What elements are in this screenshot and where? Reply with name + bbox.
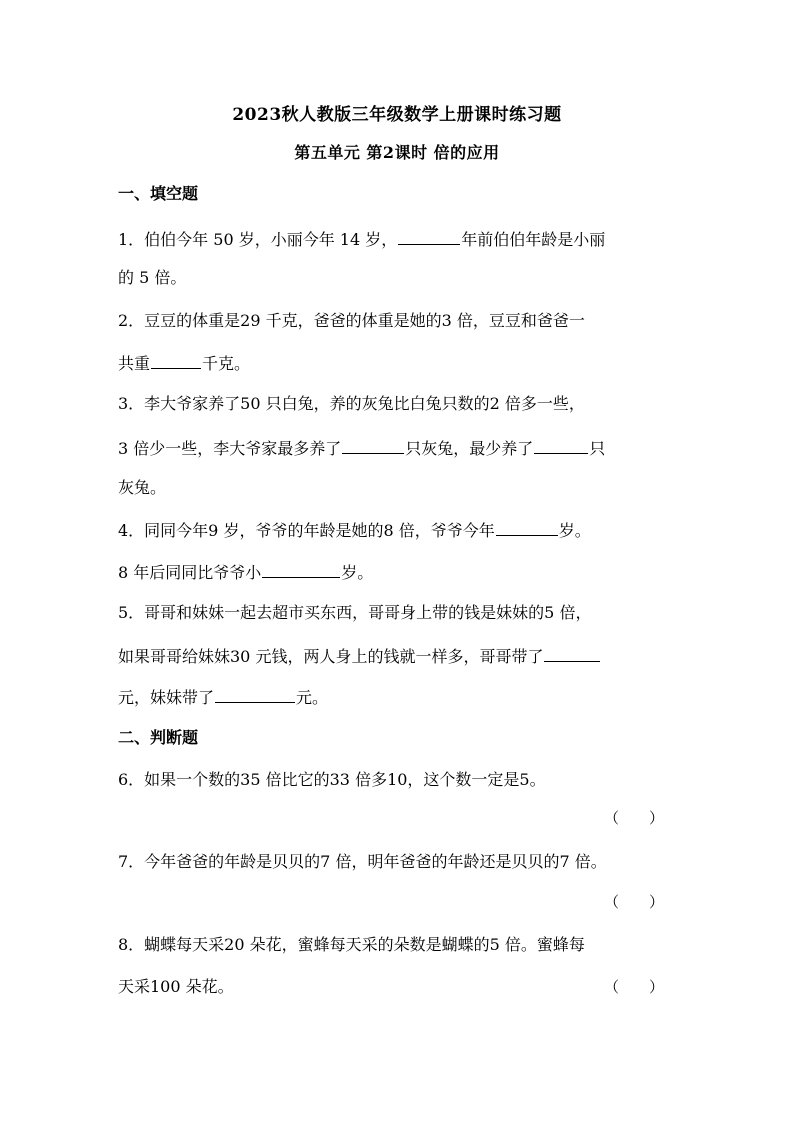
question-1-line-1 bbox=[118, 228, 605, 250]
question-1-line-2: 的 5 倍。 bbox=[118, 268, 187, 287]
question-5-text-b: 元，妹妹带了 bbox=[118, 688, 215, 707]
question-2-line-1: 2．豆豆的体重是29 千克，爸爸的体重是她的3 倍，豆豆和爸爸一 bbox=[118, 311, 585, 330]
answer-blank-4b[interactable] bbox=[262, 561, 340, 578]
answer-blank-5b[interactable] bbox=[215, 686, 295, 703]
question-1-text-a: 1．伯伯今年 50 岁，小丽今年 14 岁， bbox=[118, 230, 398, 249]
answer-blank-2[interactable] bbox=[151, 352, 201, 369]
question-5-text-c: 元。 bbox=[296, 688, 329, 707]
question-5-line-1: 5．哥哥和妹妹一起去超市买东西，哥哥身上带的钱是妹妹的5 倍， bbox=[118, 603, 592, 622]
answer-blank-3b[interactable] bbox=[534, 437, 588, 454]
question-4-line-1 bbox=[118, 519, 591, 541]
question-7-line-1: 7．今年爸爸的年龄是贝贝的7 倍，明年爸爸的年龄还是贝贝的7 倍。 bbox=[118, 852, 607, 871]
question-8-line-1: 8．蝴蝶每天采20 朵花，蜜蜂每天采的朵数是蝴蝶的5 倍。蜜蜂每 bbox=[118, 935, 585, 954]
answer-blank-5a[interactable] bbox=[544, 645, 600, 662]
page-subtitle: 第五单元 第2课时 倍的应用 bbox=[294, 143, 500, 162]
question-3-line-1: 3．李大爷家养了50 只白兔，养的灰兔比白兔只数的2 倍多一些， bbox=[118, 394, 585, 413]
question-5-line-3 bbox=[118, 686, 328, 708]
question-2-line-2 bbox=[118, 352, 250, 374]
section-heading-judge: 二、判断题 bbox=[118, 728, 199, 747]
question-3-line-2 bbox=[118, 437, 605, 459]
question-6-line-1: 6．如果一个数的35 倍比它的33 倍多10，这个数一定是5。 bbox=[118, 770, 546, 789]
answer-blank-3a[interactable] bbox=[342, 437, 404, 454]
question-4-line-2 bbox=[118, 561, 373, 583]
question-2-text-b: 千克。 bbox=[202, 354, 251, 373]
answer-parentheses-6[interactable]: （ ） bbox=[604, 809, 665, 827]
section-heading-fill: 一、填空题 bbox=[118, 184, 199, 203]
answer-blank-1[interactable] bbox=[398, 228, 460, 245]
question-4-text-a: 4．同同今年9 岁，爷爷的年龄是她的8 倍，爷爷今年 bbox=[118, 521, 495, 540]
question-1-text-b: 年前伯伯年龄是小丽 bbox=[461, 230, 606, 249]
question-8-line-2: 天采100 朵花。 bbox=[118, 977, 234, 996]
question-2-text-a: 共重 bbox=[118, 354, 151, 373]
answer-parentheses-8[interactable]: （ ） bbox=[604, 978, 665, 996]
question-3-text-c: 只 bbox=[589, 439, 606, 458]
answer-blank-4a[interactable] bbox=[496, 519, 558, 536]
question-4-text-d: 岁。 bbox=[341, 563, 374, 582]
answer-parentheses-7[interactable]: （ ） bbox=[604, 893, 665, 911]
question-4-text-c: 8 年后同同比爷爷小 bbox=[118, 563, 262, 582]
question-3-text-b: 只灰兔，最少养了 bbox=[405, 439, 534, 458]
question-4-text-b: 岁。 bbox=[558, 521, 591, 540]
question-3-line-3: 灰兔。 bbox=[118, 478, 167, 497]
question-3-text-a: 3 倍少一些，李大爷家最多养了 bbox=[118, 439, 342, 458]
question-5-line-2 bbox=[118, 645, 601, 667]
question-5-text-a: 如果哥哥给妹妹30 元钱，两人身上的钱就一样多，哥哥带了 bbox=[118, 647, 544, 666]
page-title: 2023秋人教版三年级数学上册课时练习题 bbox=[232, 105, 562, 125]
